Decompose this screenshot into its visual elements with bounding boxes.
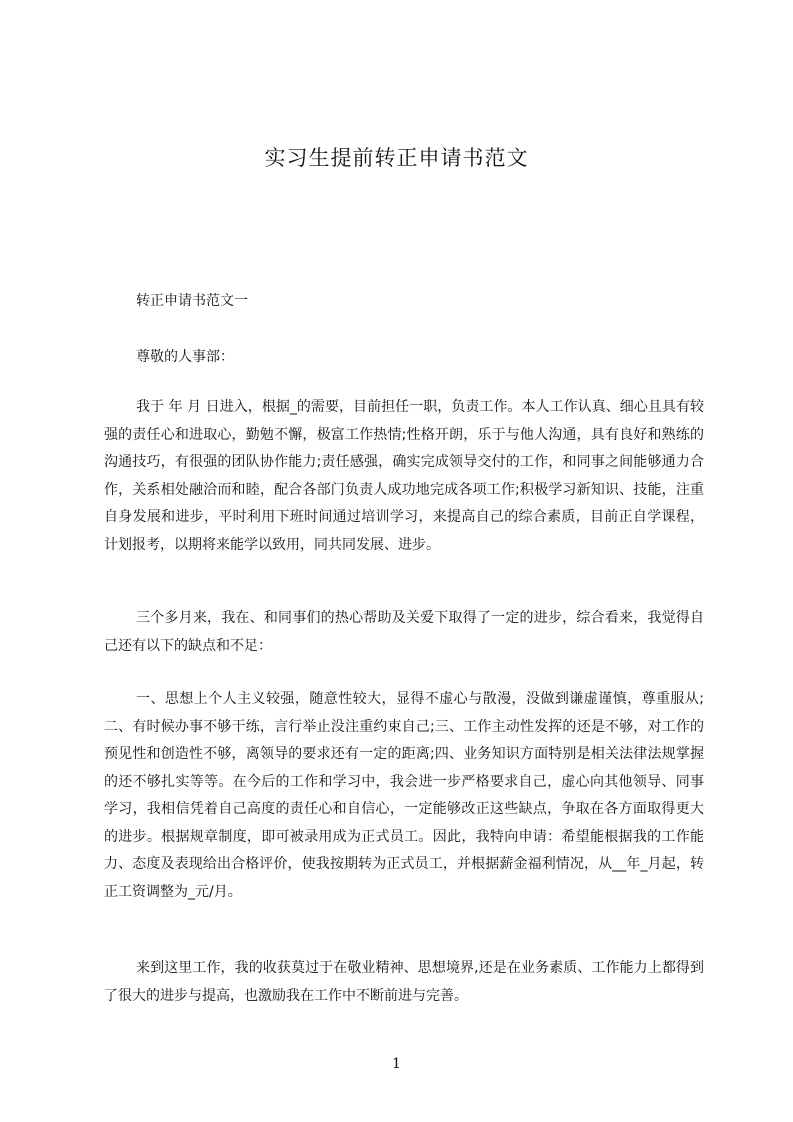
section-heading: 转正申请书范文一: [136, 293, 248, 309]
paragraph-progress: 三个多月来，我在、和同事们的热心帮助及关爱下取得了一定的进步，综合看来，我觉得自己还有以下的缺点和不足：: [104, 610, 704, 654]
document-title: 实习生提前转正申请书范文: [264, 146, 529, 170]
paragraph-conclusion: 来到这里工作，我的收获莫过于在敬业精神、思想境界,还是在业务素质、工作能力上都得到了很大的进步与提高，也激励我在工作中不断前进与完善。: [104, 960, 704, 1004]
salutation: 尊敬的人事部：: [136, 349, 234, 365]
page-number: 1: [392, 1056, 401, 1072]
paragraph-intro: 我于 年 月 日进入，根据_的需要，目前担任一职，负责工作。本人工作认真、细心且具有较强的责任心和进取心，勤勉不懈，极富工作热情;性格开朗，乐于与他人沟通，具有良好和熟练的沟通技巧，有很强的团队协作能力;责任感强，确实完成领导交付的工作，和同事之间能够通力合作，关系相处融洽而和睦，配合各部门负责人成功地完成各项工作;积极学习新知识、技能，注重自身发展和进步，平时利用下班时间通过培训学习，来提高自己的综合素质，目前正自学课程，计划报考，以期将来能学以致用，同共同发展、进步。: [104, 399, 704, 553]
paragraph-shortcomings: 一、思想上个人主义较强，随意性较大，显得不虚心与散漫，没做到谦虚谨慎，尊重服从;二、有时候办事不够干练，言行举止没注重约束自己;三、工作主动性发挥的还是不够，对工作的预见性和创造性不够，离领导的要求还有一定的距离;四、业务知识方面特别是相关法律法规掌握的还不够扎实等等。在今后的工作和学习中，我会进一步严格要求自己，虚心向其他领导、同事学习，我相信凭着自己高度的责任心和自信心，一定能够改正这些缺点，争取在各方面取得更大的进步。根据规章制度，即可被录用成为正式员工。因此，我特向申请：希望能根据我的工作能力、态度及表现给出合格评价，使我按期转为正式员工，并根据薪金福利情况，从__年_月起，转正工资调整为_元/月。: [104, 691, 704, 900]
